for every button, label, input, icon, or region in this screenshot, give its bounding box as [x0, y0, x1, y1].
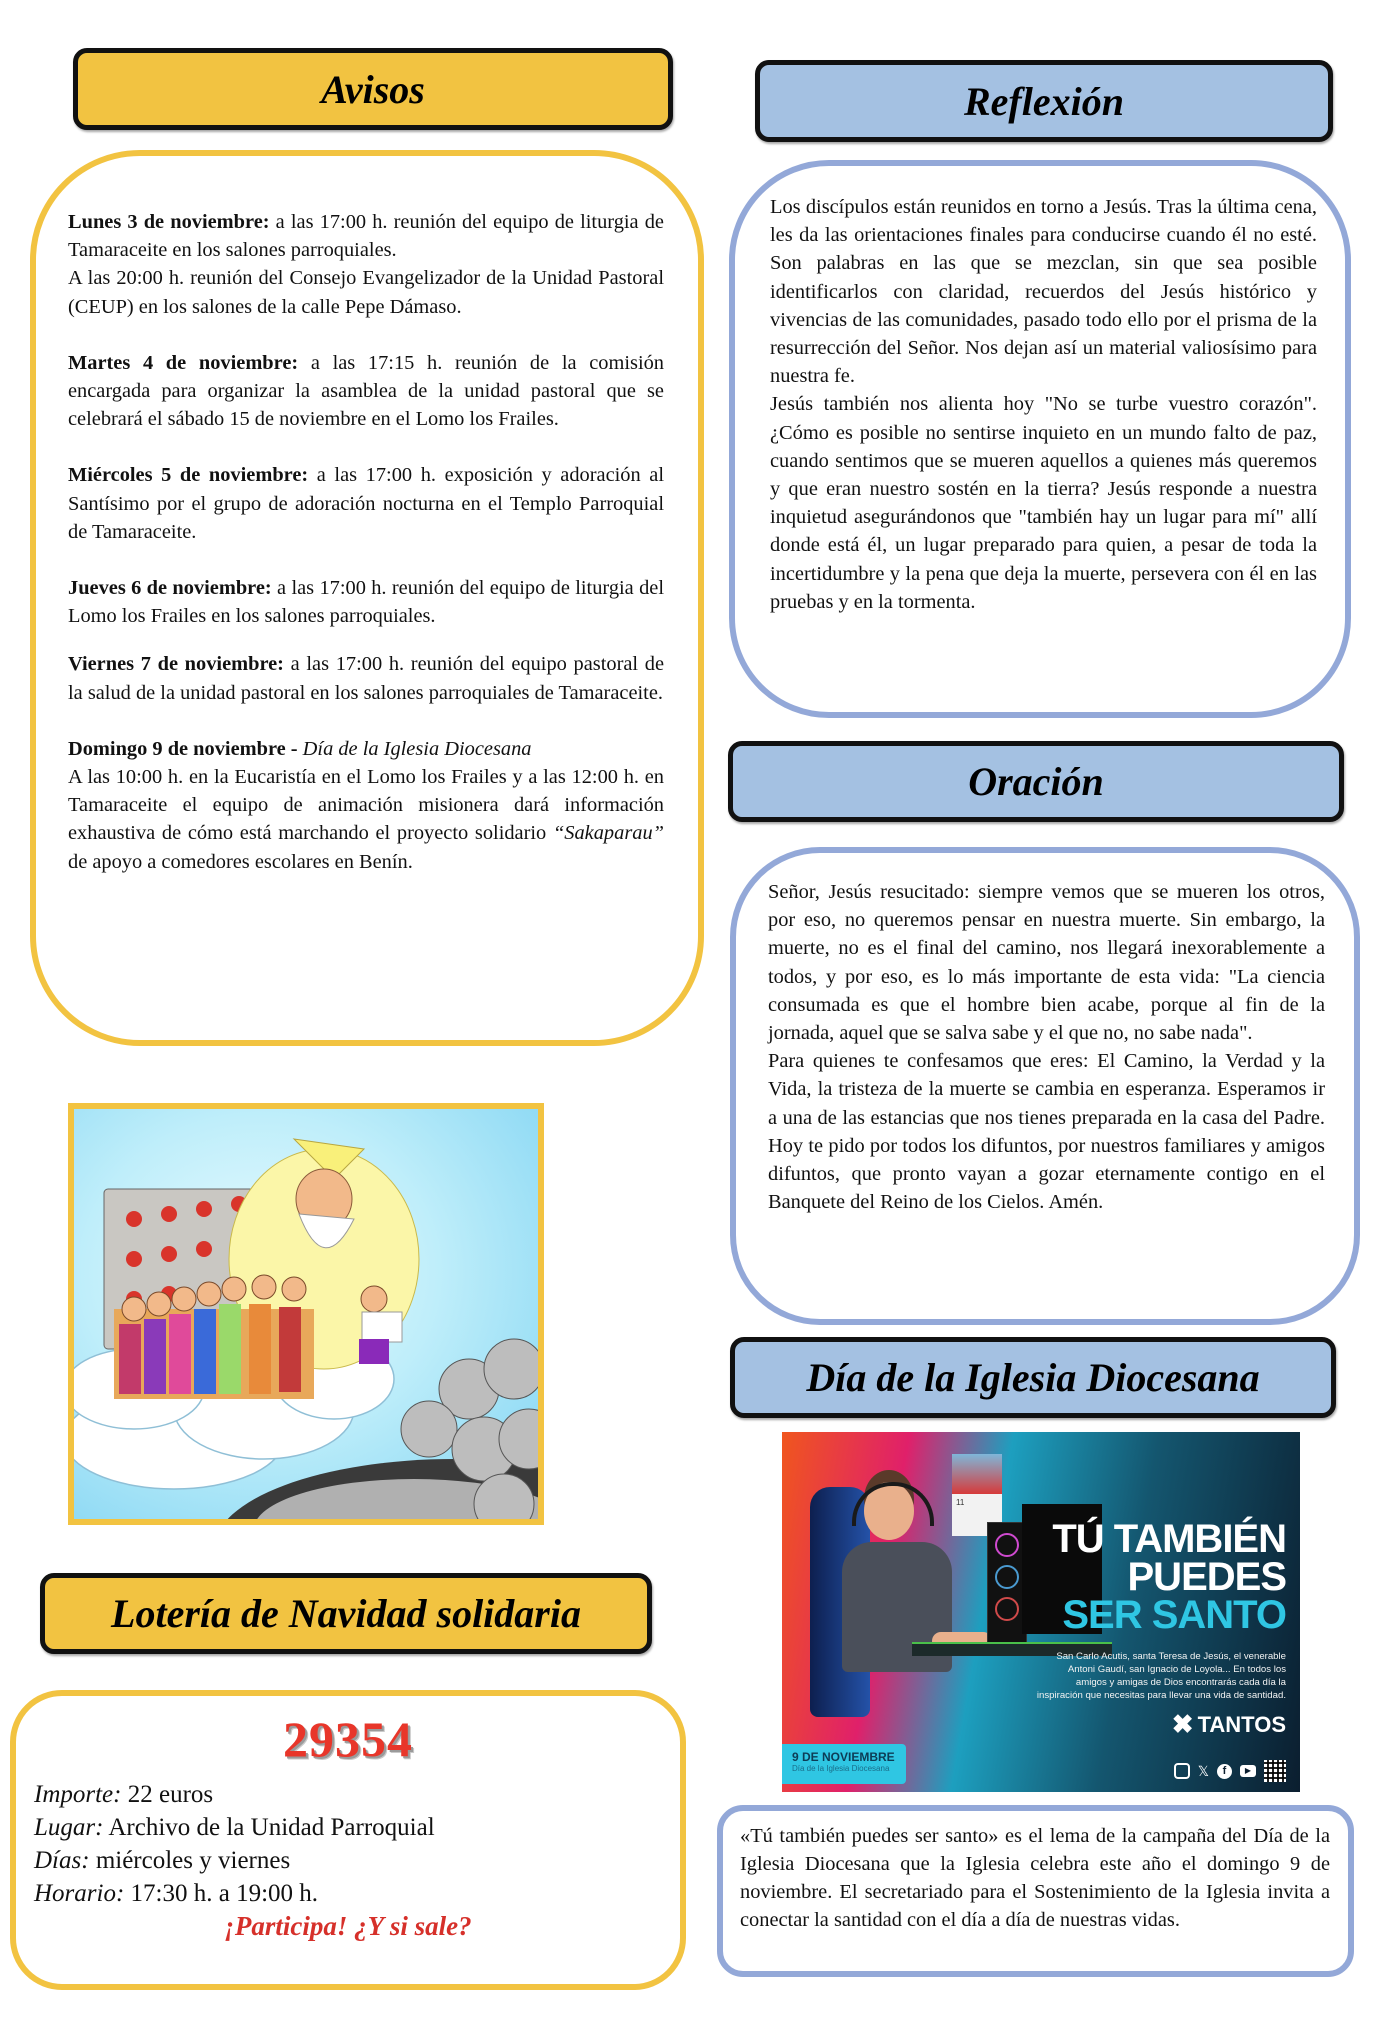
oracion-title: Oración — [968, 759, 1104, 804]
tantos-logo-text: TANTOS — [1197, 1711, 1286, 1737]
aviso-item-domingo — [68, 735, 664, 763]
aviso-date: Miércoles 5 de noviembre: — [68, 464, 309, 487]
aviso-date: Viernes 7 de noviembre: — [68, 653, 284, 676]
loteria-row-label: Horario: — [34, 1880, 125, 1907]
aviso-text: a las 17:00 h. reunión del equipo pastoral de la salud de la unidad pastoral en los salones parroquiales de Tamaraceite. — [68, 653, 665, 704]
poster-date: 9 DE NOVIEMBRE — [792, 1750, 895, 1764]
instagram-icon — [1174, 1763, 1190, 1779]
loteria-row-value: miércoles y viernes — [89, 1847, 291, 1874]
aviso-item — [68, 574, 664, 630]
loteria-box — [10, 1690, 686, 1990]
loteria-row-value: 17:30 h. a 19:00 h. — [124, 1880, 319, 1907]
oracion-box — [730, 847, 1360, 1325]
tantos-logo-icon: ✖ — [1171, 1709, 1194, 1739]
aviso-item — [68, 650, 664, 706]
loteria-row — [34, 1778, 435, 1811]
aviso-event-name: Día de la Iglesia Diocesana — [302, 737, 532, 760]
reflexion-text — [770, 193, 1317, 616]
oracion-paragraph: Señor, Jesús resucitado: siempre vemos que se mueren los otros, por eso, no queremos pensar en nuestra muerte. Sin embargo, la muerte, no es el final del camino, nos llegará inexorablemente a todos, y por eso, es lo más importante de esta vida: "La ciencia consumada es que el hombre bien acabe, porque al fin de la jornada, aquel que se salva sabe y el que no, no sabe nada". — [768, 881, 1325, 1045]
loteria-row — [34, 1811, 435, 1844]
aviso-text: a las 17:00 h. reunión del equipo de liturgia de Tamaraceite en los salones parroquiales. — [68, 211, 664, 262]
dia-iglesia-text: «Tú también puedes ser santo» es el lema de la campaña del Día de la Iglesia Diocesana que la Iglesia celebra este año el domingo 9 de noviembre. El secretariado para el Sostenimiento de la Iglesia invita a conectar la santidad con el día a día de nuestras vidas. — [740, 1825, 1330, 1931]
reflexion-title: Reflexión — [964, 78, 1124, 124]
loteria-header — [40, 1573, 652, 1654]
aviso-date: Lunes 3 de noviembre: — [68, 211, 270, 233]
reflexion-paragraph: Jesús también nos alienta hoy "No se turbe vuestro corazón". ¿Cómo es posible no sentirse inquieto en un mundo falto de paz, cuando sentimos que se mueren aquellos a quienes más queremos y que eran nuestro sostén en la tierra? Jesús responde a nuestra inquietud asegurándonos que "también hay un lugar para mí" allí donde está él, un lugar preparado para quien, a pesar de toda la incertidumbre y la pena que deja la muerte, persevera con él en las pruebas y en la tormenta. — [770, 393, 1317, 613]
loteria-row-value: 22 euros — [121, 1781, 214, 1808]
dia-iglesia-header — [730, 1337, 1336, 1418]
aviso-item — [68, 461, 664, 546]
project-name: “Sakaparau” — [552, 822, 664, 845]
aviso-text: a las 17:00 h. exposición y adoración al Santísimo por el grupo de adoración nocturna en el Templo Parroquial de Tamaraceite. — [68, 464, 664, 543]
reflexion-header — [755, 60, 1333, 142]
loteria-details — [34, 1778, 435, 1910]
qr-code-icon — [1264, 1760, 1286, 1782]
loteria-row — [34, 1877, 435, 1910]
reflexion-box — [729, 160, 1351, 718]
boy-figure — [842, 1472, 992, 1732]
avisos-box — [30, 150, 704, 1046]
illustration-drawing — [74, 1109, 538, 1519]
poster-date-badge — [782, 1744, 906, 1784]
aviso-text: a las 17:00 h. reunión del equipo de liturgia del Lomo los Frailes en los salones parroquiales. — [68, 577, 664, 628]
aviso-date: Martes 4 de noviembre: — [68, 351, 299, 374]
aviso-text-part: A las 10:00 h. en la Eucaristía en el Lomo los Frailes y a las 12:00 h. en Tamaraceite el equipo de animación misionera dará información exhaustiva de cómo está marchando el proyecto solidario — [68, 766, 664, 845]
aviso-item — [68, 208, 664, 264]
x-icon: 𝕏 — [1197, 1762, 1209, 1779]
poster-headline — [1052, 1517, 1286, 1637]
illustration-heaven-image — [68, 1103, 544, 1525]
facebook-icon: f — [1217, 1764, 1232, 1779]
avisos-header — [73, 48, 673, 130]
calendar-day: 11 — [956, 1498, 965, 1507]
avisos-title: Avisos — [321, 66, 425, 112]
poster-headline-accent: SER SANTO — [1062, 1593, 1286, 1637]
oracion-header — [728, 741, 1344, 822]
oracion-text — [768, 878, 1325, 1216]
dia-iglesia-text-box — [717, 1805, 1354, 1977]
aviso-text — [68, 763, 664, 876]
oracion-paragraph: Para quienes te confesamos que eres: El Camino, la Verdad y la Vida, la tristeza de la muerte se cambia en esperanza. Esperamos ir a una de las estancias que nos tienes preparada en la casa del Padre. Hoy te pido por todos los difuntos, por nuestros familiares y amigos difuntos, que pronto vayan a gozar eternamente contigo en el Banquete del Reino de los Cielos. Amén. — [768, 1050, 1325, 1214]
loteria-title: Lotería de Navidad solidaria — [111, 1591, 581, 1636]
loteria-row-value: Archivo de la Unidad Parroquial — [103, 1814, 435, 1841]
loteria-row-label: Importe: — [34, 1781, 122, 1808]
poster-headline-line: PUEDES — [1127, 1555, 1286, 1599]
loteria-row — [34, 1844, 435, 1877]
social-icons — [1174, 1760, 1286, 1782]
campaign-poster-image — [782, 1432, 1300, 1792]
lottery-number: 29354 — [283, 1711, 413, 1767]
aviso-item — [68, 349, 664, 434]
loteria-row-label: Lugar: — [34, 1814, 104, 1841]
avisos-text — [68, 208, 664, 876]
aviso-date: Domingo 9 de noviembre - — [68, 737, 303, 760]
youtube-icon: ▶ — [1240, 1765, 1256, 1777]
pc-tower — [987, 1522, 1027, 1644]
dia-iglesia-title: Día de la Iglesia Diocesana — [806, 1355, 1260, 1400]
tantos-logo — [1172, 1709, 1286, 1740]
loteria-cta: ¡Participa! ¿Y si sale? — [224, 1911, 472, 1941]
reflexion-paragraph: Los discípulos están reunidos en torno a Jesús. Tras la última cena, les da las orientaciones finales para conducirse cuando él no esté. Son palabras en las que se mezclan, sin que sea posible identificarlos con claridad, recuerdos del Jesús histórico y vivencias de las comunidades, pasado todo ello por el prisma de la resurrección del Señor. Nos dejan así un material valiosísimo para nuestra fe. — [770, 196, 1317, 388]
aviso-text-part: de apoyo a comedores escolares en Benín. — [68, 850, 413, 873]
aviso-text: a las 17:15 h. reunión de la comisión encargada para organizar la asamblea de la unidad pastoral que se celebrará el sábado 15 de noviembre en el Lomo los Frailes. — [68, 351, 664, 431]
aviso-date: Jueves 6 de noviembre: — [68, 577, 272, 600]
aviso-text: A las 20:00 h. reunión del Consejo Evangelizador de la Unidad Pastoral (CEUP) en los salones de la calle Pepe Dámaso. — [68, 267, 664, 318]
loteria-row-label: Días: — [34, 1847, 90, 1874]
aviso-item — [68, 264, 664, 320]
poster-date-sub: Día de la Iglesia Diocesana — [792, 1764, 890, 1773]
poster-headline-line: TÚ TAMBIÉN — [1052, 1517, 1286, 1561]
poster-subtitle: San Carlo Acutis, santa Teresa de Jesús, el venerable Antoni Gaudí, san Ignacio de Loyola... En todos los amigos y amigas de Dios encontrarás cada día la inspiración que necesitas para llevar una vida de santidad. — [1036, 1651, 1286, 1701]
